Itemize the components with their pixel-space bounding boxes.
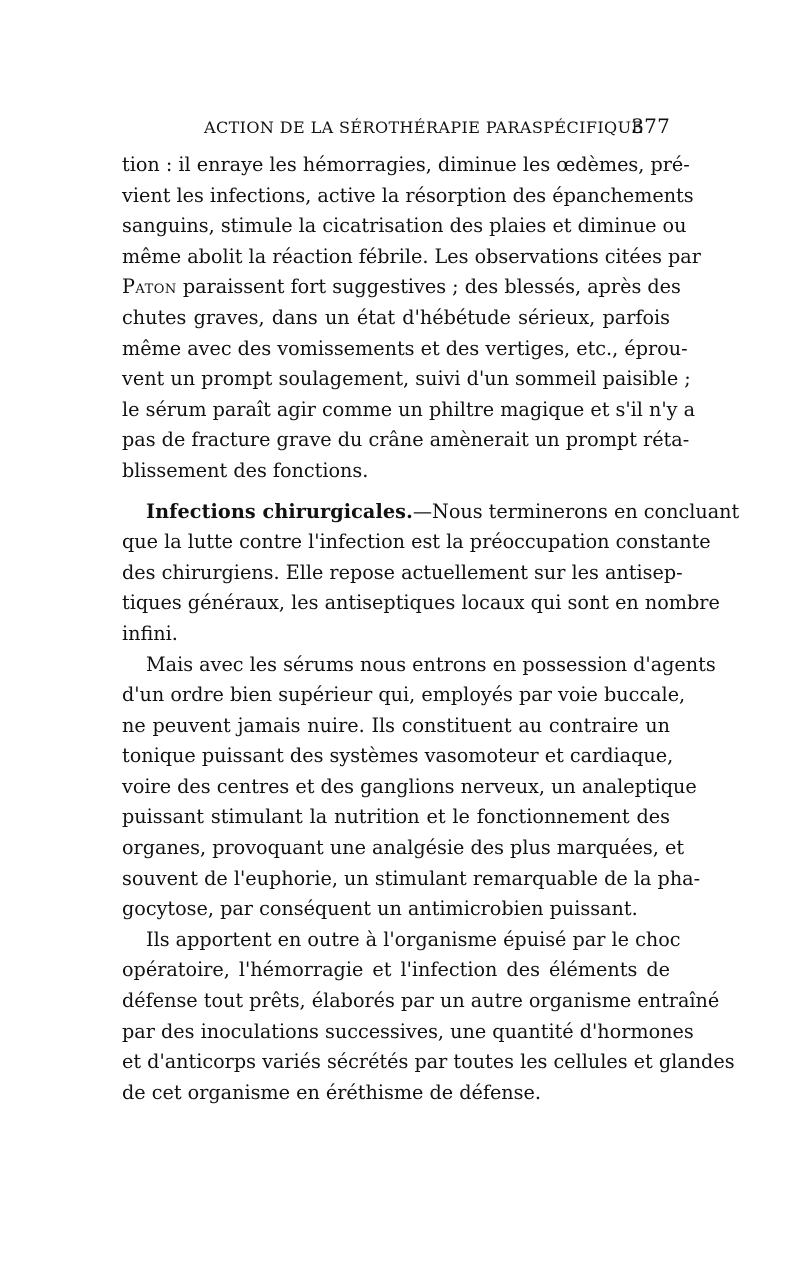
- section-heading: Infections chirurgicales.: [146, 499, 413, 523]
- text-line: même abolit la réaction fébrile. Les observations citées par: [122, 244, 701, 268]
- body-text: [122, 150, 740, 1108]
- text-line: vient les infections, active la résorption des épanchements: [122, 183, 694, 207]
- text-line: Mais avec les sérums nous entrons en possession d'agents: [146, 652, 716, 676]
- author-name: Paton: [122, 275, 177, 299]
- text-line: même avec des vomissements et des vertiges, etc., éprou-: [122, 336, 688, 360]
- text-fragment: paraissent fort suggestives ; des blessés, après des: [176, 275, 681, 299]
- text-line: vent un prompt soulagement, suivi d'un sommeil paisible ;: [122, 367, 691, 391]
- text-fragment: —Nous terminerons en concluant: [412, 499, 740, 523]
- text-line: tonique puissant des systèmes vasomoteur et cardiaque,: [122, 744, 674, 768]
- text-line: et d'anticorps variés sécrétés par toutes les cellules et glandes: [122, 1050, 735, 1074]
- text-line: gocytose, par conséquent un antimicrobien puissant.: [122, 897, 638, 921]
- text-line: opératoire, l'hémorragie et l'infection des éléments de: [122, 958, 670, 982]
- text-line: tion : il enraye les hémorragies, diminue les œdèmes, pré-: [122, 153, 690, 176]
- text-line: ne peuvent jamais nuire. Ils constituent au contraire un: [122, 713, 670, 737]
- running-title: ACTION DE LA SÉROTHÉRAPIE PARASPÉCIFIQUE: [204, 118, 644, 137]
- running-head: [122, 114, 670, 144]
- page-number: 377: [631, 114, 670, 138]
- text-line: Ils apportent en outre à l'organisme épuisé par le choc: [146, 927, 681, 951]
- text-line: que la lutte contre l'infection est la préoccupation constante: [122, 530, 711, 554]
- text-line: chutes graves, dans un état d'hébétude sérieux, parfois: [122, 305, 670, 329]
- text-line: tiques généraux, les antiseptiques locaux qui sont en nombre: [122, 591, 720, 615]
- text-line: [122, 272, 681, 303]
- text-line: pas de fracture grave du crâne amènerait un prompt réta-: [122, 428, 690, 452]
- text-line: puissant stimulant la nutrition et le fonctionnement des: [122, 805, 670, 829]
- text-line: souvent de l'euphorie, un stimulant remarquable de la pha-: [122, 866, 701, 890]
- text-line: des chirurgiens. Elle repose actuellement sur les antisep-: [122, 560, 683, 584]
- text-line: par des inoculations successives, une quantité d'hormones: [122, 1019, 694, 1043]
- text-line: organes, provoquant une analgésie des plus marquées, et: [122, 836, 685, 860]
- text-line: le sérum paraît agir comme un philtre magique et s'il n'y a: [122, 397, 696, 421]
- text-line: sanguins, stimule la cicatrisation des plaies et diminue ou: [122, 214, 687, 238]
- text-line: voire des centres et des ganglions nerveux, un analeptique: [122, 774, 697, 798]
- paragraph-1: [122, 150, 701, 487]
- paragraph-gap: [122, 487, 670, 497]
- text-line: [122, 497, 740, 528]
- paragraph-3: [122, 650, 716, 925]
- text-line: d'un ordre bien supérieur qui, employés par voie buccale,: [122, 683, 686, 707]
- text-line: blissement des fonctions.: [122, 458, 369, 482]
- text-line: de cet organisme en éréthisme de défense.: [122, 1080, 541, 1104]
- text-line: infini.: [122, 621, 178, 645]
- text-line: défense tout prêts, élaborés par un autre organisme entraîné: [122, 989, 720, 1013]
- paragraph-4: [122, 925, 735, 1109]
- paragraph-2: [122, 497, 740, 650]
